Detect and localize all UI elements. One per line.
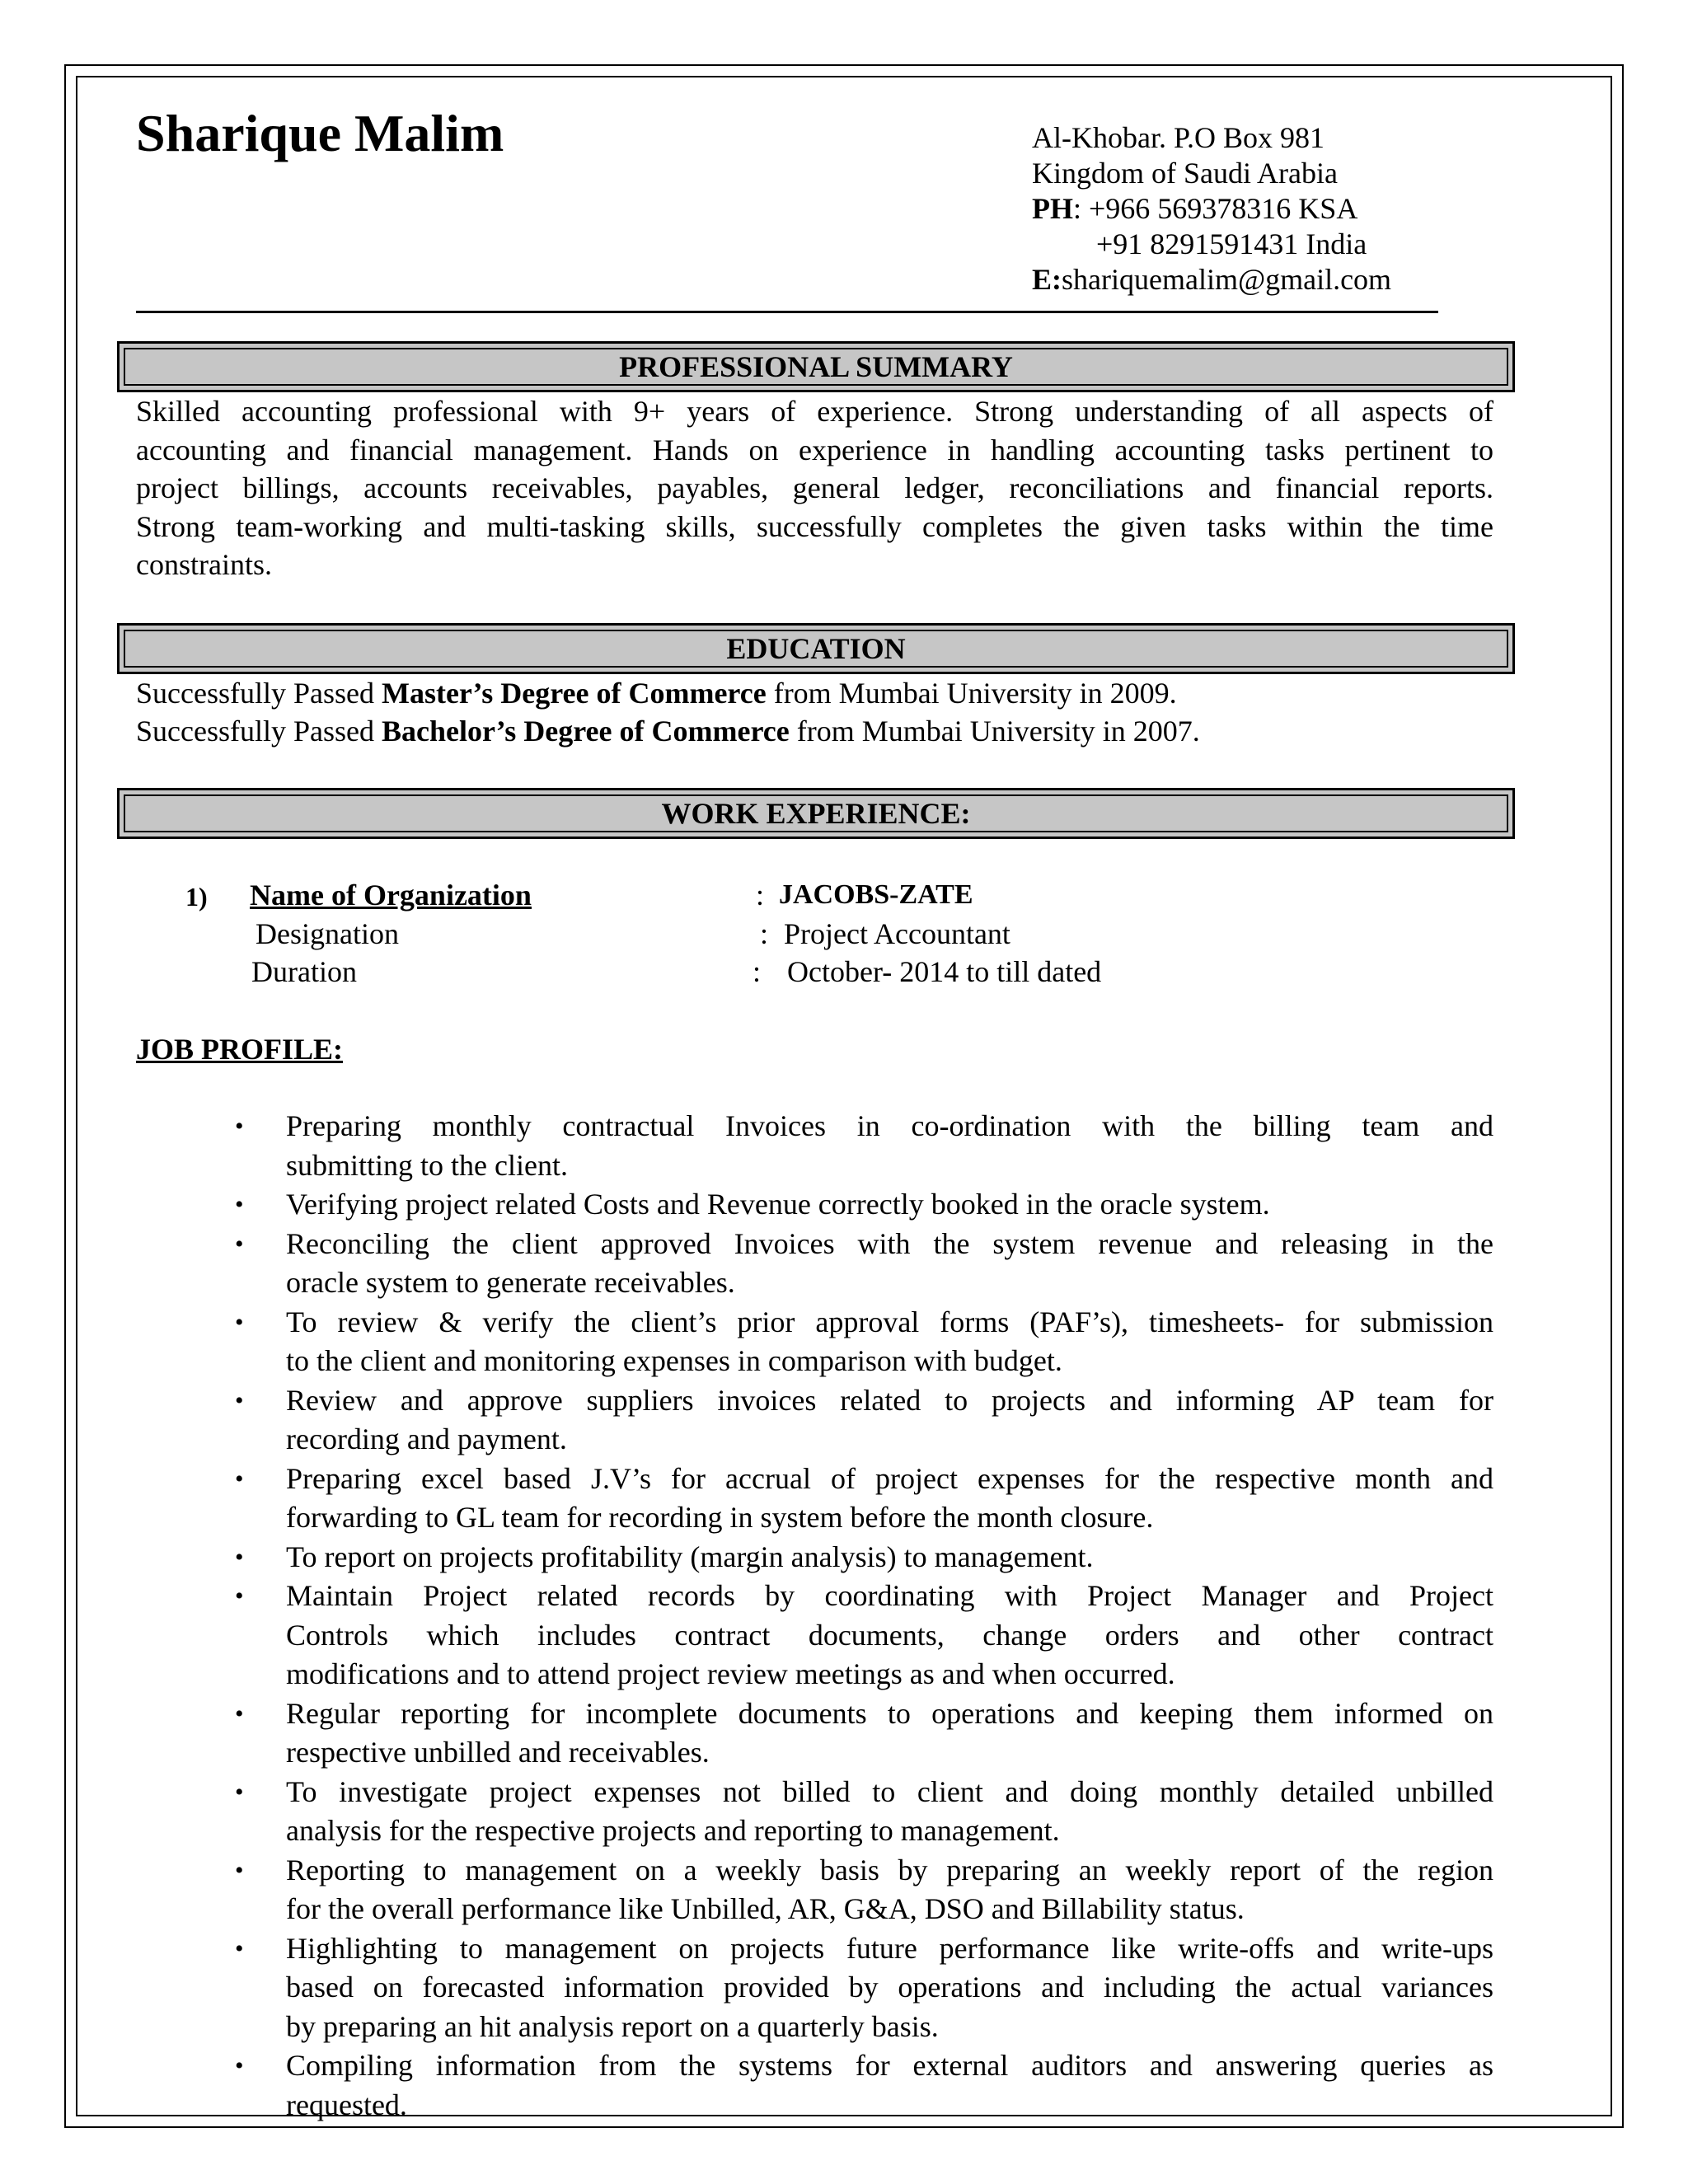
job-profile-line: Controls which includes contract documents, change orders and other contract (286, 1618, 1493, 1652)
phone-ksa (1032, 191, 1391, 227)
job-profile-line: Reconciling the client approved Invoices with the system revenue and releasing in the (286, 1226, 1493, 1260)
job-profile-line: to the client and monitoring expenses in comparison with budget. (286, 1344, 1062, 1377)
summary-line: accounting and financial management. Hands on experience in handling accounting tasks pertinent to (136, 433, 1493, 466)
job-profile-item (235, 1577, 1493, 1694)
job-profile-item (235, 1225, 1493, 1303)
bullet-icon: • (235, 1113, 244, 1140)
job-profile-item (235, 1773, 1493, 1851)
job-profile-line: To report on projects profitability (margin analysis) to management. (286, 1540, 1094, 1573)
job-profile-line: To review & verify the client’s prior approval forms (PAF’s), timesheets- for submission (286, 1305, 1493, 1338)
bullet-icon: • (235, 2052, 244, 2079)
bullet-icon: • (235, 1856, 244, 1884)
bullet-icon: • (235, 1582, 244, 1610)
job-profile-item (235, 1303, 1493, 1381)
bullet-icon: • (235, 1699, 244, 1727)
header-divider (136, 311, 1438, 313)
job-profile-line: based on forecasted information provided by operations and including the actual variances (286, 1971, 1493, 2004)
job-profile-line: Verifying project related Costs and Revenue correctly booked in the oracle system. (286, 1188, 1270, 1221)
job-profile-line: respective unbilled and receivables. (286, 1736, 710, 1769)
duration-label: Duration (251, 955, 357, 988)
job-profile-line: submitting to the client. (286, 1148, 568, 1182)
education-prefix: Successfully Passed (136, 677, 382, 710)
summary-line: Strong team-working and multi-tasking skills, successfully completes the given tasks within the time (136, 509, 1493, 543)
education-prefix: Successfully Passed (136, 715, 382, 748)
job-profile-line: Compiling information from the systems for external auditors and answering queries as (286, 2049, 1493, 2082)
job-profile-item (235, 1929, 1493, 2047)
job-profile-item (235, 1460, 1493, 1538)
education-degree: Master’s Degree of Commerce (381, 677, 767, 710)
job-profile-line: Regular reporting for incomplete documents to operations and keeping them informed on (286, 1696, 1493, 1730)
phone-label: PH (1032, 192, 1073, 225)
bullet-icon: • (235, 1386, 244, 1414)
bullet-icon: • (235, 1308, 244, 1336)
job-profile-line: Highlighting to management on projects future performance like write-offs and write-ups (286, 1931, 1493, 1965)
org-value: JACOBS-ZATE (779, 879, 973, 910)
job-profile-line: for the overall performance like Unbilled, AR, G&A, DSO and Billability status. (286, 1892, 1245, 1925)
colon: : (756, 879, 765, 912)
colon: : (753, 955, 762, 988)
contact-block (1032, 120, 1391, 298)
education-suffix: from Mumbai University in 2009. (766, 677, 1177, 710)
entry-number: 1) (185, 882, 208, 912)
candidate-name: Sharique Malim (136, 104, 504, 162)
job-profile-item (235, 1851, 1493, 1929)
section-bar-education (117, 623, 1515, 674)
summary-paragraph (136, 392, 1493, 584)
section-title-education: EDUCATION (124, 630, 1508, 668)
job-profile-item (235, 2046, 1493, 2125)
job-profile-line: Review and approve suppliers invoices related to projects and informing AP team for (286, 1383, 1493, 1417)
education-degree: Bachelor’s Degree of Commerce (381, 715, 790, 748)
email-line (1032, 262, 1391, 298)
section-bar-work (117, 788, 1515, 839)
bullet-icon: • (235, 1778, 244, 1806)
education-item (136, 712, 1200, 751)
job-profile-line: Preparing monthly contractual Invoices in co-ordination with the billing team and (286, 1109, 1493, 1142)
education-suffix: from Mumbai University in 2007. (789, 715, 1200, 748)
job-profile-title: JOB PROFILE: (136, 1033, 344, 1066)
job-profile-line: requested. (286, 2088, 407, 2121)
job-profile-line: by preparing an hit analysis report on a quarterly basis. (286, 2009, 939, 2043)
summary-line: constraints. (136, 548, 272, 581)
bullet-icon: • (235, 1191, 244, 1218)
job-profile-line: oracle system to generate receivables. (286, 1266, 735, 1299)
bullet-icon: • (235, 1934, 244, 1962)
duration-value: October- 2014 to till dated (787, 955, 1102, 988)
bullet-icon: • (235, 1543, 244, 1571)
job-profile-item (235, 1381, 1493, 1460)
job-profile-item (235, 1538, 1493, 1577)
address-line-1: Al-Khobar. P.O Box 981 (1032, 121, 1325, 154)
org-label: Name of Organization (250, 879, 532, 912)
address-line-2: Kingdom of Saudi Arabia (1032, 157, 1338, 190)
job-profile-line: Maintain Project related records by coordinating with Project Manager and Project (286, 1579, 1493, 1612)
job-profile-list (235, 1107, 1493, 2125)
designation-label: Designation (256, 916, 399, 950)
education-item (136, 674, 1177, 713)
bullet-icon: • (235, 1465, 244, 1493)
job-profile-line: recording and payment. (286, 1422, 567, 1455)
job-profile-item (235, 1107, 1493, 1185)
colon: : (760, 916, 769, 950)
email-value: shariquemalim@gmail.com (1062, 263, 1392, 296)
section-bar-summary (117, 341, 1515, 392)
job-profile-line: Reporting to management on a weekly basis by preparing an weekly report of the region (286, 1853, 1493, 1886)
phone-ksa-value: : +966 569378316 KSA (1073, 192, 1358, 225)
email-label: E: (1032, 263, 1062, 296)
section-title-work: WORK EXPERIENCE: (124, 794, 1508, 832)
job-profile-line: analysis for the respective projects and reporting to management. (286, 1814, 1060, 1847)
job-profile-line: forwarding to GL team for recording in system before the month closure. (286, 1501, 1154, 1534)
bullet-icon: • (235, 1230, 244, 1258)
job-profile-line: modifications and to attend project review meetings as and when occurred. (286, 1657, 1175, 1690)
job-profile-item (235, 1185, 1493, 1225)
job-profile-item (235, 1694, 1493, 1773)
summary-line: project billings, accounts receivables, payables, general ledger, reconciliations and financial reports. (136, 471, 1493, 504)
summary-line: Skilled accounting professional with 9+ years of experience. Strong understanding of all aspects of (136, 395, 1493, 428)
job-profile-line: Preparing excel based J.V’s for accrual of project expenses for the respective month and (286, 1461, 1493, 1495)
section-title-summary: PROFESSIONAL SUMMARY (124, 348, 1508, 386)
job-profile-line: To investigate project expenses not billed to client and doing monthly detailed unbilled (286, 1774, 1493, 1808)
phone-india: +91 8291591431 India (1096, 227, 1367, 260)
designation-value: Project Accountant (784, 916, 1010, 950)
